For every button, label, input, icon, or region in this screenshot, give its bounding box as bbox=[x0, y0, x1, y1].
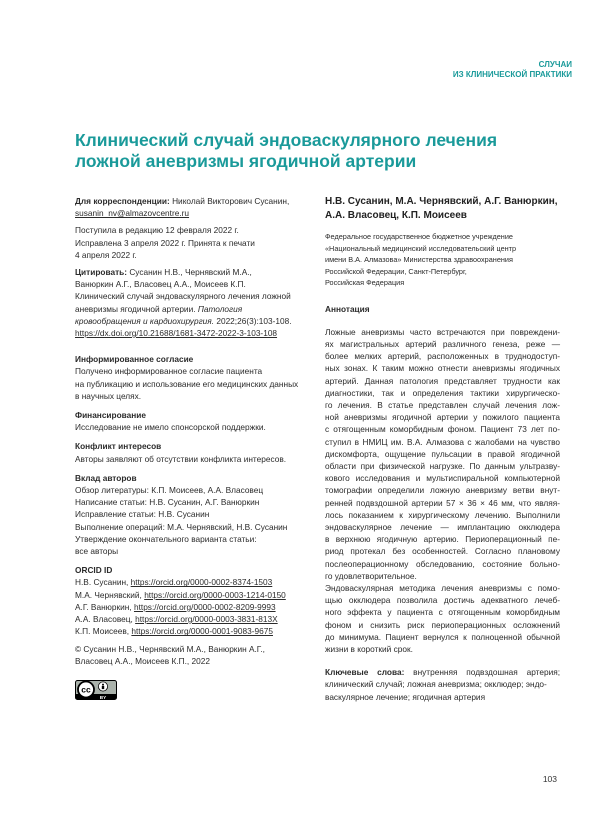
orcid-link[interactable]: https://orcid.org/0000-0003-1214-0150 bbox=[144, 589, 286, 600]
right-column bbox=[325, 195, 560, 703]
correspondence-name: Николай Викторович Сусанин, bbox=[172, 196, 290, 206]
abstract-line: до минимума. Пациент вернулся к полноценной обычной bbox=[325, 631, 560, 642]
accepted-date: 4 апреля 2022 г. bbox=[75, 249, 137, 260]
affiliation-line: «Национальный медицинский исследовательский центр bbox=[325, 243, 517, 253]
abstract-line: Ложные аневризмы часто встречаются при повреждени- bbox=[325, 326, 560, 337]
abstract-line: го лечения. В статье представлен случай лечения лож- bbox=[325, 399, 560, 410]
section-label-line2: ИЗ КЛИНИЧЕСКОЙ ПРАКТИКИ bbox=[452, 70, 572, 79]
abstract-line: ных зонах. К таким можно отнести аневризмы ягодичных bbox=[325, 363, 560, 374]
abstract-line: с отягощенным коморбидным фоном. Пациент 73 лет по- bbox=[325, 424, 560, 435]
abstract-line: лось показанием к хирургическому лечению. Выполнили bbox=[325, 509, 560, 520]
abstract-line: диагностики, так и определения тактики хирургическо- bbox=[325, 387, 560, 398]
orcid-name: А.А. Власовец, bbox=[75, 614, 133, 625]
contrib-item: все авторы bbox=[75, 546, 119, 557]
citation-label: Цитировать: bbox=[75, 267, 127, 278]
affiliation-line: Российская Федерация bbox=[325, 278, 405, 287]
consent-text3: в научных целях. bbox=[75, 390, 142, 401]
abstract-line: артерий. Данная патология представляет трудности как bbox=[325, 375, 560, 386]
abstract-line: ступил в НМИЦ им. В.А. Алмазова с жалобами на чувство bbox=[325, 436, 560, 447]
keywords-text2: клинический случай; ложная аневризма; окклюдер; эндо- bbox=[325, 679, 547, 690]
orcid-link[interactable]: https://orcid.org/0000-0003-3831-813X bbox=[135, 614, 278, 625]
abstract-line: фоном и снизить риск периоперационных осложнений bbox=[325, 619, 560, 630]
affiliation-line: имени В.А. Алмазова» Министерства здравоохранения bbox=[325, 255, 513, 264]
abstract-line: ях магистральных артерий различного генеза, реже — bbox=[325, 338, 560, 349]
abstract-line: жизни в короткий срок. bbox=[325, 643, 413, 654]
correspondence-label: Для корреспонденции: bbox=[75, 196, 170, 206]
affiliation bbox=[325, 231, 560, 289]
abstract-line: риод протекал без особенностей. Согласно плановому bbox=[325, 546, 560, 557]
title-line1: Клинический случай эндоваскулярного лечения bbox=[75, 130, 498, 150]
citation-text1: Сусанин Н.В., Чернявский М.А., bbox=[129, 267, 252, 278]
abstract-line: послеоперационному обследованию, состояние больно- bbox=[325, 558, 560, 569]
abstract-line: кового исследования и мультиспиральной компьютерной bbox=[325, 473, 560, 484]
person-body bbox=[102, 686, 104, 689]
citation-text3: Клинический случай эндоваскулярного лечения ложной bbox=[75, 291, 291, 302]
revised-date: Исправлена 3 апреля 2022 г. Принята к печати bbox=[75, 237, 255, 248]
orcid-link[interactable]: https://orcid.org/0000-0002-8209-9993 bbox=[133, 601, 276, 612]
abstract-heading: Аннотация bbox=[325, 303, 370, 314]
orcid-link[interactable]: https://orcid.org/0000-0001-9083-9675 bbox=[131, 626, 273, 637]
abstract-body bbox=[325, 326, 560, 655]
abstract-line: щью окклюдера позволила достичь адекватного лечеб- bbox=[325, 595, 560, 606]
citation-line4 bbox=[75, 303, 310, 315]
article-title bbox=[75, 130, 555, 172]
keywords-text3: васкулярное лечение; ягодичная артерия bbox=[325, 691, 486, 702]
by-label: BY bbox=[99, 694, 107, 700]
citation-journal2: кровообращения и кардиохирургия. bbox=[75, 315, 215, 326]
page-number: 103 bbox=[542, 774, 557, 784]
consent-text2: на публикацию и использование его медицинских данных bbox=[75, 378, 299, 389]
affiliation-line: Российской Федерации, Санкт-Петербург, bbox=[325, 266, 467, 276]
citation-text4: аневризмы ягодичной артерии. bbox=[75, 303, 196, 314]
funding-heading: Финансирование bbox=[75, 410, 147, 421]
section-label-line1: СЛУЧАИ bbox=[538, 60, 572, 69]
authors-line2: А.А. Власовец, К.П. Моисеев bbox=[325, 210, 467, 221]
abstract-line: ного эффекта у пациента с отягощенным коморбидным bbox=[325, 607, 560, 618]
abstract-line: ренней подвздошной артерии 57 × 36 × 46 мм, что являя- bbox=[325, 497, 560, 508]
abstract-line: ной аневризмы ягодичной артерии у пожилого пациента bbox=[325, 412, 560, 423]
orcid-name: А.Г. Ванюркин, bbox=[75, 601, 132, 612]
orcid-name: Н.В. Сусанин, bbox=[75, 577, 129, 588]
conflict-text: Авторы заявляют об отсутствии конфликта интересов. bbox=[75, 453, 287, 464]
contrib-item: Обзор литературы: К.П. Моисеев, А.А. Власовец bbox=[75, 485, 264, 496]
abstract-line: го удовлетворительное. bbox=[325, 570, 417, 581]
orcid-row bbox=[75, 601, 310, 613]
abstract-line: области при физической нагрузке. По данным ультразву- bbox=[325, 460, 560, 471]
cc-label: cc bbox=[81, 684, 91, 695]
conflict-heading: Конфликт интересов bbox=[75, 441, 162, 452]
abstract-line: эндоваскулярное лечение — имплантацию окклюдера bbox=[325, 521, 560, 532]
title-line2: ложной аневризмы ягодичной артерии bbox=[75, 151, 417, 171]
consent-heading: Информированное согласие bbox=[75, 354, 194, 365]
citation-text2: Ванюркин А.Г., Власовец А.А., Моисеев К.П. bbox=[75, 279, 246, 290]
keywords-line1 bbox=[325, 666, 560, 678]
orcid-name: М.А. Чернявский, bbox=[75, 589, 142, 600]
received-date: Поступила в редакцию 12 февраля 2022 г. bbox=[75, 225, 239, 236]
section-label bbox=[453, 60, 572, 80]
abstract-line: Эндоваскулярная методика лечения аневризмы с помо- bbox=[325, 582, 560, 593]
contrib-item: Написание статьи: Н.В. Сусанин, А.Г. Ванюркин bbox=[75, 497, 260, 508]
orcid-name: К.П. Моисеев, bbox=[75, 626, 130, 637]
contrib-item: Утверждение окончательного варианта статьи: bbox=[75, 533, 257, 544]
orcid-row bbox=[75, 625, 310, 637]
copyright-line2: Власовец А.А., Моисеев К.П., 2022 bbox=[75, 655, 210, 666]
authors-line1: Н.В. Сусанин, М.А. Чернявский, А.Г. Ванюркин, bbox=[325, 196, 558, 207]
abstract-line: в верхнюю ягодичную артерию. Периоперационный пе- bbox=[325, 534, 560, 545]
funding-text: Исследование не имело спонсорской поддержки. bbox=[75, 422, 266, 433]
contrib-item: Выполнение операций: М.А. Чернявский, Н.В. Сусанин bbox=[75, 521, 288, 532]
citation-line1 bbox=[75, 266, 310, 278]
orcid-row bbox=[75, 576, 310, 588]
correspondence-email-link[interactable]: susanin_nv@almazovcentre.ru bbox=[75, 208, 190, 219]
copyright-line1: © Сусанин Н.В., Чернявский М.А., Ванюркин А.Г., bbox=[75, 643, 265, 654]
affiliation-line: Федеральное государственное бюджетное учреждение bbox=[325, 232, 513, 241]
abstract-line: томографии определили ложную аневризму ветви внут- bbox=[325, 485, 560, 496]
contrib-heading: Вклад авторов bbox=[75, 472, 137, 483]
citation-line5 bbox=[75, 315, 310, 327]
person-head bbox=[102, 684, 104, 686]
orcid-row bbox=[75, 589, 310, 601]
citation-journal1: Патология bbox=[197, 303, 243, 314]
orcid-heading: ORCID ID bbox=[75, 565, 113, 576]
left-column bbox=[75, 195, 310, 667]
citation-volume: 2022;26(3):103-108. bbox=[216, 315, 292, 326]
orcid-link[interactable]: https://orcid.org/0000-0002-8374-1503 bbox=[130, 577, 273, 588]
keywords-label: Ключевые слова: bbox=[325, 667, 405, 678]
keywords-text1: внутренняя подвздошная артерия; bbox=[413, 667, 561, 678]
authors bbox=[325, 195, 560, 223]
abstract-line: более мелких артерий, расположенных в труднодоступ- bbox=[325, 351, 560, 362]
abstract-line: дискомфорта, ощущение пульсации в правой ягодичной bbox=[325, 448, 560, 459]
contrib-item: Исправление статьи: Н.В. Сусанин bbox=[75, 509, 210, 520]
citation-doi-link[interactable]: https://dx.doi.org/10.21688/1681-3472-2022-3-103-108 bbox=[75, 328, 278, 339]
consent-text1: Получено информированное согласие пациента bbox=[75, 366, 263, 377]
orcid-row bbox=[75, 613, 310, 625]
cc-by-license-icon[interactable] bbox=[75, 680, 117, 700]
correspondence bbox=[75, 195, 310, 207]
